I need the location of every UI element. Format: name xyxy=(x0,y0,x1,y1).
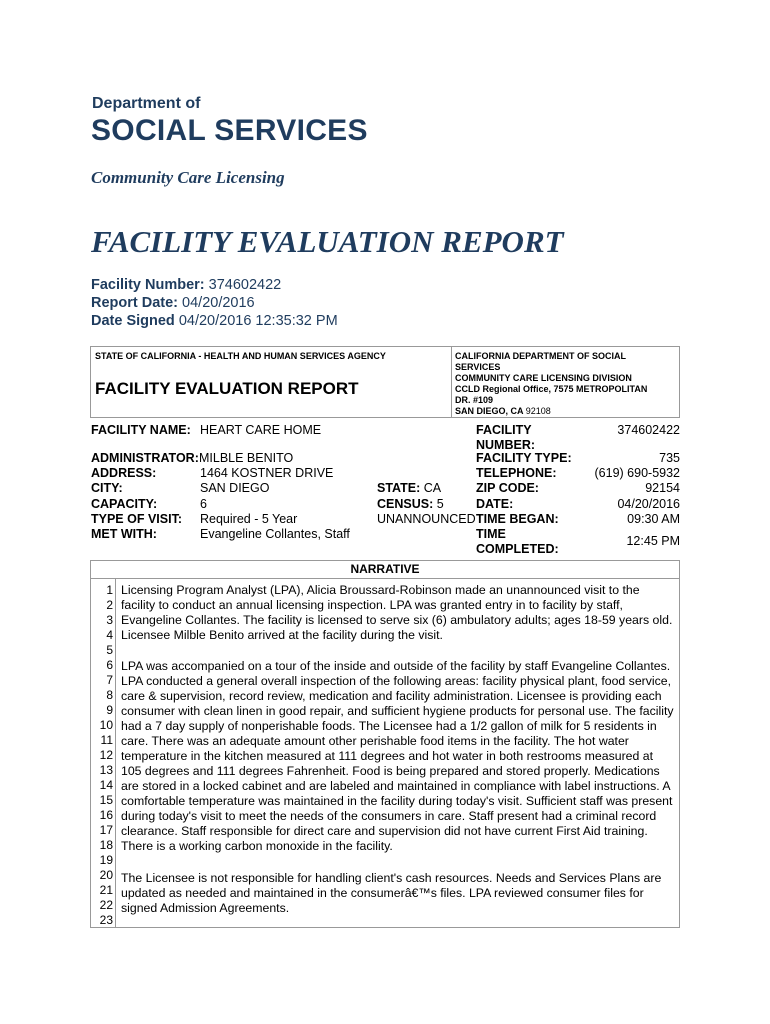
line-number: 15 xyxy=(99,793,113,807)
dept-line-2: SERVICES xyxy=(455,362,501,372)
facility-number-label-2: NUMBER: xyxy=(476,438,536,452)
meta-facility-number-label: Facility Number: xyxy=(91,277,205,293)
dept-line-5: DR. #109 xyxy=(455,395,494,405)
state-field xyxy=(377,481,441,496)
line-number: 10 xyxy=(99,718,113,732)
department-label: Department of xyxy=(92,95,201,112)
line-number: 7 xyxy=(106,673,113,687)
line-number: 22 xyxy=(99,898,113,912)
line-number: 23 xyxy=(99,913,113,927)
line-number: 19 xyxy=(99,853,113,867)
line-number: 1 xyxy=(106,583,113,597)
line-number: 14 xyxy=(99,778,113,792)
line-number: 4 xyxy=(106,628,113,642)
narrative-paragraph-3: The Licensee is not responsible for handling client's cash resources. Needs and Services Plans are updated as needed and maintained in the consumerâ€™s files. LPA reviewed consumer files for signed Admission Agreements. xyxy=(121,871,662,915)
line-number: 20 xyxy=(99,868,113,882)
narrative-paragraph-2: LPA was accompanied on a tour of the inside and outside of the facility by staff Evangeline Collantes. LPA conducted a general overall inspection of the following areas: facility physical plant, food service, care & supervision, record review, medication and facility administration. Licensee is providing each consumer with clean linen in good repair, and sufficient hygiene products for personal use. The facility had a 7 day supply of nonperishable foods. The Licensee had a 1/2 gallon of milk for 5 residents in care. There was an adequate amount other perishable food items in the facility. The hot water temperature in the kitchen measured at 111 degrees and hot water in both restrooms measured at 105 degrees and 111 degrees Fahrenheit. Food is being prepared and stored properly. Medications are stored in a locked cabinet and are labeled and maintained in compliance with label instructions. A comfortable temperature was maintained in the facility during today's visit. Sufficient staff was present during today's visit to meet the needs of the consumers in care. Staff present had a criminal record clearance. Staff responsible for direct care and supervision did not have current First Aid training. There is a working carbon monoxide in the facility. xyxy=(121,659,674,853)
line-number: 11 xyxy=(100,733,113,747)
agency-line: STATE OF CALIFORNIA - HEALTH AND HUMAN SERVICES AGENCY xyxy=(95,351,386,361)
dept-line-3: COMMUNITY CARE LICENSING DIVISION xyxy=(455,373,632,383)
administrator-value: MILBLE BENITO xyxy=(199,451,294,465)
zip-value: 92154 xyxy=(645,481,680,495)
time-completed-label-1: TIME xyxy=(476,527,506,541)
line-number: 16 xyxy=(99,808,113,822)
narrative-heading: NARRATIVE xyxy=(91,561,679,579)
time-completed-value: 12:45 PM xyxy=(626,534,680,548)
ccl-subtitle: Community Care Licensing xyxy=(91,168,285,187)
line-number: 12 xyxy=(99,748,113,762)
meta-date-signed-label: Date Signed xyxy=(91,313,175,329)
header-divider xyxy=(451,347,452,417)
facility-number-value: 374602422 xyxy=(617,423,680,437)
capacity-label: CAPACITY: xyxy=(91,497,158,511)
social-services-title: SOCIAL SERVICES xyxy=(91,114,368,147)
form-header-box xyxy=(90,346,680,418)
census-label: CENSUS: xyxy=(377,497,434,511)
type-of-visit-value: Required - 5 Year xyxy=(200,512,298,526)
census-value: 5 xyxy=(436,497,444,511)
meta-report-date-label: Report Date: xyxy=(91,295,179,311)
telephone-value: (619) 690-5932 xyxy=(594,466,680,480)
line-number: 13 xyxy=(99,763,113,777)
time-began-label: TIME BEGAN: xyxy=(476,512,559,526)
facility-number-label-1: FACILITY xyxy=(476,423,532,437)
meta-facility-number-value: 374602422 xyxy=(208,277,282,293)
date-value: 04/20/2016 xyxy=(617,497,680,511)
dept-line-1: CALIFORNIA DEPARTMENT OF SOCIAL xyxy=(455,351,626,361)
dept-line-4: CCLD Regional Office, 7575 METROPOLITAN xyxy=(455,384,648,394)
line-number: 17 xyxy=(99,823,113,837)
facility-type-label: FACILITY TYPE: xyxy=(476,451,572,465)
census-field xyxy=(377,497,444,512)
state-value: CA xyxy=(423,481,442,495)
line-number: 5 xyxy=(106,643,113,657)
line-number: 3 xyxy=(106,613,113,627)
meta-facility-number xyxy=(91,277,281,293)
line-number: 21 xyxy=(99,883,113,897)
narrative-box xyxy=(90,560,680,928)
department-address-block xyxy=(455,351,675,417)
line-number: 9 xyxy=(106,703,113,717)
met-with-label: MET WITH: xyxy=(91,527,157,541)
facility-name-label: FACILITY NAME: xyxy=(91,423,191,437)
meta-date-signed xyxy=(91,313,338,329)
report-title: FACILITY EVALUATION REPORT xyxy=(91,224,564,259)
city-label: CITY: xyxy=(91,481,123,495)
form-title: FACILITY EVALUATION REPORT xyxy=(95,379,359,398)
meta-date-signed-value: 04/20/2016 12:35:32 PM xyxy=(178,313,338,329)
time-completed-label-2: COMPLETED: xyxy=(476,542,559,556)
facility-name-value: HEART CARE HOME xyxy=(200,423,322,437)
time-began-value: 09:30 AM xyxy=(627,512,680,526)
dept-line-6 xyxy=(455,406,675,417)
facility-type-value: 735 xyxy=(659,451,680,465)
date-label: DATE: xyxy=(476,497,514,511)
met-with-value: Evangeline Collantes, Staff xyxy=(200,527,350,541)
line-number-column xyxy=(91,579,116,927)
capacity-value: 6 xyxy=(200,497,207,511)
dept-zip: 92108 xyxy=(525,406,551,416)
meta-report-date xyxy=(91,295,255,311)
unannounced-value: UNANNOUNCED xyxy=(377,512,476,526)
line-number: 6 xyxy=(106,658,113,672)
dept-city: SAN DIEGO, CA xyxy=(455,406,524,416)
zip-label: ZIP CODE: xyxy=(476,481,539,495)
meta-report-date-value: 04/20/2016 xyxy=(182,295,255,311)
narrative-paragraph-1: Licensing Program Analyst (LPA), Alicia Broussard-Robinson made an unannounced visit to the facility to conduct an annual licensing inspection. LPA was granted entry in to facility by staff, Evangeline Collantes. The facility is licensed to serve six (6) ambulatory adults; ages 18-59 years old. Licensee Milble Benito arrived at the facility during the visit. xyxy=(121,583,673,642)
line-number: 18 xyxy=(99,838,113,852)
line-number: 2 xyxy=(106,598,113,612)
address-label: ADDRESS: xyxy=(91,466,157,480)
administrator-label: ADMINISTRATOR: xyxy=(91,451,199,465)
address-value: 1464 KOSTNER DRIVE xyxy=(200,466,334,480)
city-value: SAN DIEGO xyxy=(200,481,270,495)
telephone-label: TELEPHONE: xyxy=(476,466,557,480)
line-number: 8 xyxy=(106,688,113,702)
type-of-visit-label: TYPE OF VISIT: xyxy=(91,512,182,526)
state-label: STATE: xyxy=(377,481,421,495)
